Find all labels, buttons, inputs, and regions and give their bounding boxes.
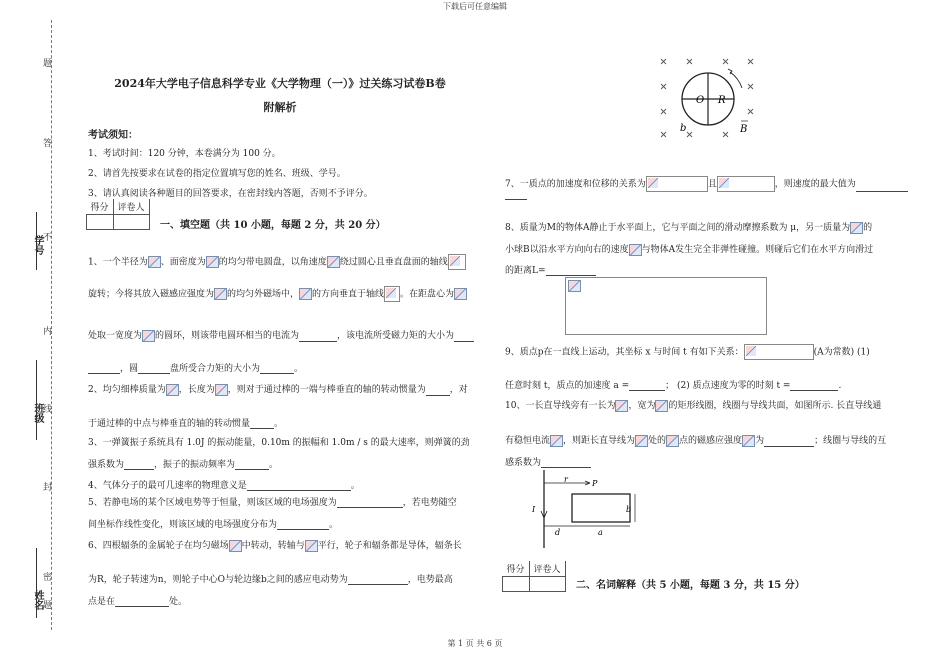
label-b: b	[680, 123, 687, 134]
label-B: B	[740, 124, 748, 135]
formula-image	[550, 435, 563, 447]
question-6-line-2	[88, 572, 453, 585]
answer-blank[interactable]	[260, 363, 294, 374]
rotation-arrow	[730, 72, 742, 88]
formula-image	[742, 435, 755, 447]
q-text: ；线圈与导线的互	[814, 436, 887, 446]
label-r: r	[564, 475, 568, 484]
seal-char: 题	[41, 600, 51, 609]
answer-blank[interactable]	[790, 380, 838, 391]
q-text: 平行，轮子和辐条都是导体，辐条长	[317, 541, 462, 551]
answer-blank[interactable]	[299, 331, 337, 342]
q-text: 的距离L=	[505, 266, 546, 276]
formula-image	[214, 288, 227, 300]
q-text: 9、质点p在一直线上运动，其坐标 x 与时间 t 有如下关系：	[505, 347, 744, 358]
score-cell[interactable]	[503, 577, 530, 592]
q-text: 强系数为	[88, 460, 125, 470]
name-blank[interactable]	[36, 548, 37, 618]
question-5-line-2: 间坐标作线性变化，则该区域的电场强度分布为 。	[88, 520, 339, 530]
seal-line	[51, 20, 52, 630]
formula-image-box	[565, 277, 767, 335]
q-text: 有稳恒电流	[505, 436, 551, 446]
question-9-line-2: 任意时刻 t，质点的加速度 a = ； (2) 质点速度为零的时刻 t = .	[505, 381, 842, 391]
exam-title: 2024年大学电子信息科学专业《大学物理（一）》过关练习试卷B卷	[114, 77, 446, 90]
page-footer: 第 1 页 共 6 页	[447, 639, 503, 648]
q-text: 处。	[169, 597, 188, 607]
question-5-line-1	[88, 495, 457, 508]
q-text: 中转动，转轴与	[241, 541, 305, 551]
score-label: 得分	[87, 199, 114, 215]
score-label: 得分	[503, 561, 530, 577]
answer-blank[interactable]	[124, 459, 154, 470]
question-10-line-2	[505, 433, 886, 447]
q-text: 盘所受合力矩的大小为	[170, 364, 261, 374]
q-text: ，若电势随空	[402, 498, 457, 508]
question-1-line-4: ，圆 盘所受合力矩的大小为 。	[88, 361, 303, 374]
question-10-line-1	[505, 398, 881, 412]
q-text: ，对	[449, 385, 468, 395]
formula-image	[206, 256, 219, 268]
q-text: 处的	[648, 436, 667, 446]
answer-blank-cont[interactable]	[505, 199, 527, 200]
formula-image	[850, 222, 863, 234]
grader-label: 评卷人	[113, 199, 149, 215]
question-2-line-1	[88, 382, 468, 396]
seal-char: 不	[41, 232, 51, 241]
score-table	[502, 561, 566, 592]
class-label: 班级	[32, 403, 43, 423]
formula-image	[142, 330, 155, 342]
q-text: 间坐标作线性变化，则该区域的电场强度分布为	[88, 520, 278, 530]
question-10-line-3	[505, 455, 591, 468]
rectangular-loop	[572, 494, 630, 522]
question-8-line-1	[505, 220, 872, 234]
q-text: 、面密度为	[160, 257, 206, 268]
answer-blank[interactable]	[426, 385, 450, 396]
question-7	[505, 176, 908, 192]
q-text: 与物体A发生完全非弹性碰撞。则碰后它们在水平方向滑过	[641, 245, 874, 255]
q-text: 为R，轮子转速为n，则轮子中心O与轮边缘b之间的感应电动势为	[88, 575, 348, 585]
seal-char: 密	[41, 572, 51, 581]
label-a: a	[598, 528, 603, 537]
question-8-line-3	[505, 263, 596, 276]
answer-blank[interactable]	[88, 363, 120, 374]
q-text: ，该电流所受磁力矩的大小为	[337, 331, 455, 341]
formula-image	[454, 288, 467, 300]
q-text: ，则距长直导线为	[563, 436, 636, 446]
answer-blank[interactable]	[115, 596, 169, 607]
wheel-figure	[652, 52, 764, 138]
formula-image	[615, 400, 628, 412]
question-6-line-1	[88, 538, 462, 552]
formula-image	[629, 244, 642, 256]
q-text: 绕过圆心且垂直盘面的轴线	[339, 257, 448, 268]
formula-image	[717, 176, 775, 192]
q-text: 为	[755, 436, 765, 446]
answer-blank[interactable]	[247, 480, 351, 491]
q-text: 的矩形线圈，线圈与导线共面，如图所示. 长直导线通	[668, 401, 882, 411]
formula-image	[166, 384, 179, 396]
section-heading: 一、填空题（共 10 小题，每题 2 分，共 20 分）	[160, 220, 386, 231]
q-text: 且	[707, 179, 717, 190]
q-text: 的圆环，则该带电圆环相当的电流为	[155, 331, 300, 341]
formula-image	[384, 286, 400, 302]
label-b: b	[626, 505, 632, 514]
q-text: 的均匀带电圆盘，以角速度	[218, 257, 327, 268]
q-text: ，圆	[120, 364, 139, 374]
exam-subtitle: 附解析	[263, 101, 297, 114]
section-heading: 二、名词解释（共 5 小题，每题 3 分，共 15 分）	[576, 580, 805, 591]
formula-image	[568, 280, 581, 292]
label-R: R	[718, 95, 726, 106]
seal-char: 内	[41, 326, 51, 335]
formula-image	[655, 400, 668, 412]
formula-image	[666, 435, 679, 447]
formula-image	[229, 540, 242, 552]
label-P: P	[592, 479, 598, 488]
q-text: 点是在	[88, 597, 116, 607]
notice-heading: 考试须知：	[88, 130, 138, 141]
answer-blank[interactable]	[348, 574, 408, 585]
q-text: 任意时刻 t，质点的加速度 a =	[505, 381, 630, 391]
q-text: 于通过棒的中点与棒垂直的轴的转动惯量	[88, 419, 251, 429]
q-text: ，振子的振动频率为	[154, 460, 236, 470]
q-text: 感系数为	[505, 458, 542, 468]
formula-image	[299, 288, 312, 300]
wire-loop-figure	[530, 470, 640, 548]
header-note: 下载后可任意编辑	[443, 2, 507, 11]
formula-image	[646, 176, 708, 192]
answer-blank[interactable]	[235, 459, 269, 470]
answer-blank[interactable]	[138, 363, 170, 374]
question-3-line-1: 3、一弹簧振子系统具有 1.0J 的振动能量，0.10m 的振幅和 1.0m / s 的最大速率，则弹簧的劲	[88, 438, 470, 448]
q-text: 小球B以沿水平方向向右的速度	[505, 245, 629, 255]
q-text: ，长度为	[178, 385, 215, 395]
notice-item: 3、请认真阅读各种题目的回答要求，在密封线内答题，否则不予评分。	[88, 189, 373, 199]
formula-image	[448, 254, 466, 270]
name-label: 姓名	[32, 590, 43, 610]
seal-char: 封	[41, 482, 51, 491]
q-text: ，宽为	[628, 401, 656, 411]
q-text: 2、均匀细棒质量为	[88, 385, 166, 395]
question-9-line-1	[505, 344, 870, 360]
q-text: 5、若静电场的某个区域电势等于恒量，则该区域的电场强度为	[88, 498, 337, 508]
q-text: 1、一个半径为	[88, 257, 148, 268]
student-id-blank[interactable]	[36, 212, 37, 270]
q-text: 8、质量为M的物体A静止于水平面上，它与平面之间的滑动摩擦系数为 μ，另一质量为	[505, 223, 851, 233]
q-text: ，则对于通过棒的一端与棒垂直的轴的转动惯量为	[227, 385, 426, 395]
q-text: 旋转；今将其放入磁感应强度为	[88, 289, 215, 300]
answer-blank[interactable]	[856, 181, 908, 192]
answer-blank[interactable]	[629, 380, 665, 391]
q-text: (A为常数) (1)	[813, 347, 870, 358]
grader-cell[interactable]	[113, 215, 149, 230]
answer-blank[interactable]	[454, 331, 474, 342]
question-6-line-3	[88, 594, 187, 607]
formula-image	[215, 384, 228, 396]
grader-label: 评卷人	[529, 561, 565, 577]
answer-blank[interactable]	[337, 497, 403, 508]
student-id-label: 学号	[32, 235, 43, 255]
seal-char: 题	[41, 58, 51, 67]
q-text: 10、一长直导线旁有一长为	[505, 401, 616, 411]
score-cell[interactable]	[87, 215, 114, 230]
formula-image	[148, 256, 161, 268]
question-3-line-2: 强系数为 ，振子的振动频率为 。	[88, 460, 279, 470]
q-text: ； (2) 质点速度为零的时刻 t =	[665, 381, 791, 391]
q-text: 4、气体分子的最可几速率的物理意义是	[88, 481, 247, 491]
q-text: ，电势最高	[407, 575, 453, 585]
question-1-line-3	[88, 328, 474, 342]
label-O: O	[696, 95, 705, 106]
formula-image	[327, 256, 340, 268]
q-text: 的	[863, 223, 873, 233]
q-text: 6、四根辐条的金属轮子在均匀磁场	[88, 541, 229, 551]
class-blank[interactable]	[36, 360, 37, 440]
seal-char: 线	[41, 404, 51, 413]
formula-image	[744, 344, 814, 360]
seal-char: 答	[41, 138, 51, 147]
q-text: 点的磁感应强度	[679, 436, 743, 446]
q-text: ，则速度的最大值为	[774, 179, 856, 190]
notice-item: 1、考试时间：120 分钟，本卷满分为 100 分。	[88, 149, 281, 159]
q-text: 7、一质点的加速度和位移的关系为	[505, 179, 646, 190]
answer-blank[interactable]	[764, 436, 814, 447]
answer-blank[interactable]	[277, 519, 329, 530]
formula-image	[305, 540, 318, 552]
question-2-line-2: 于通过棒的中点与棒垂直的轴的转动惯量 。	[88, 419, 284, 429]
q-text: 处取一宽度为	[88, 331, 143, 341]
q-text: 。在距盘心为	[400, 289, 455, 300]
answer-blank[interactable]	[250, 418, 274, 429]
grader-cell[interactable]	[529, 577, 565, 592]
label-d: d	[555, 528, 561, 537]
question-1-line-2	[88, 286, 467, 302]
answer-blank[interactable]	[546, 265, 596, 276]
question-8-line-2	[505, 242, 873, 256]
notice-item: 2、请首先按要求在试卷的指定位置填写您的姓名、班级、学号。	[88, 169, 346, 179]
q-text: 的方向垂直于轴线	[312, 289, 385, 300]
score-table	[86, 199, 150, 230]
q-text: 的均匀外磁场中，	[227, 289, 300, 300]
answer-blank[interactable]	[541, 457, 591, 468]
question-4: 4、气体分子的最可几速率的物理意义是 。	[88, 481, 360, 491]
label-I: I	[532, 505, 536, 514]
question-1-line-1	[88, 254, 466, 270]
formula-image	[635, 435, 648, 447]
